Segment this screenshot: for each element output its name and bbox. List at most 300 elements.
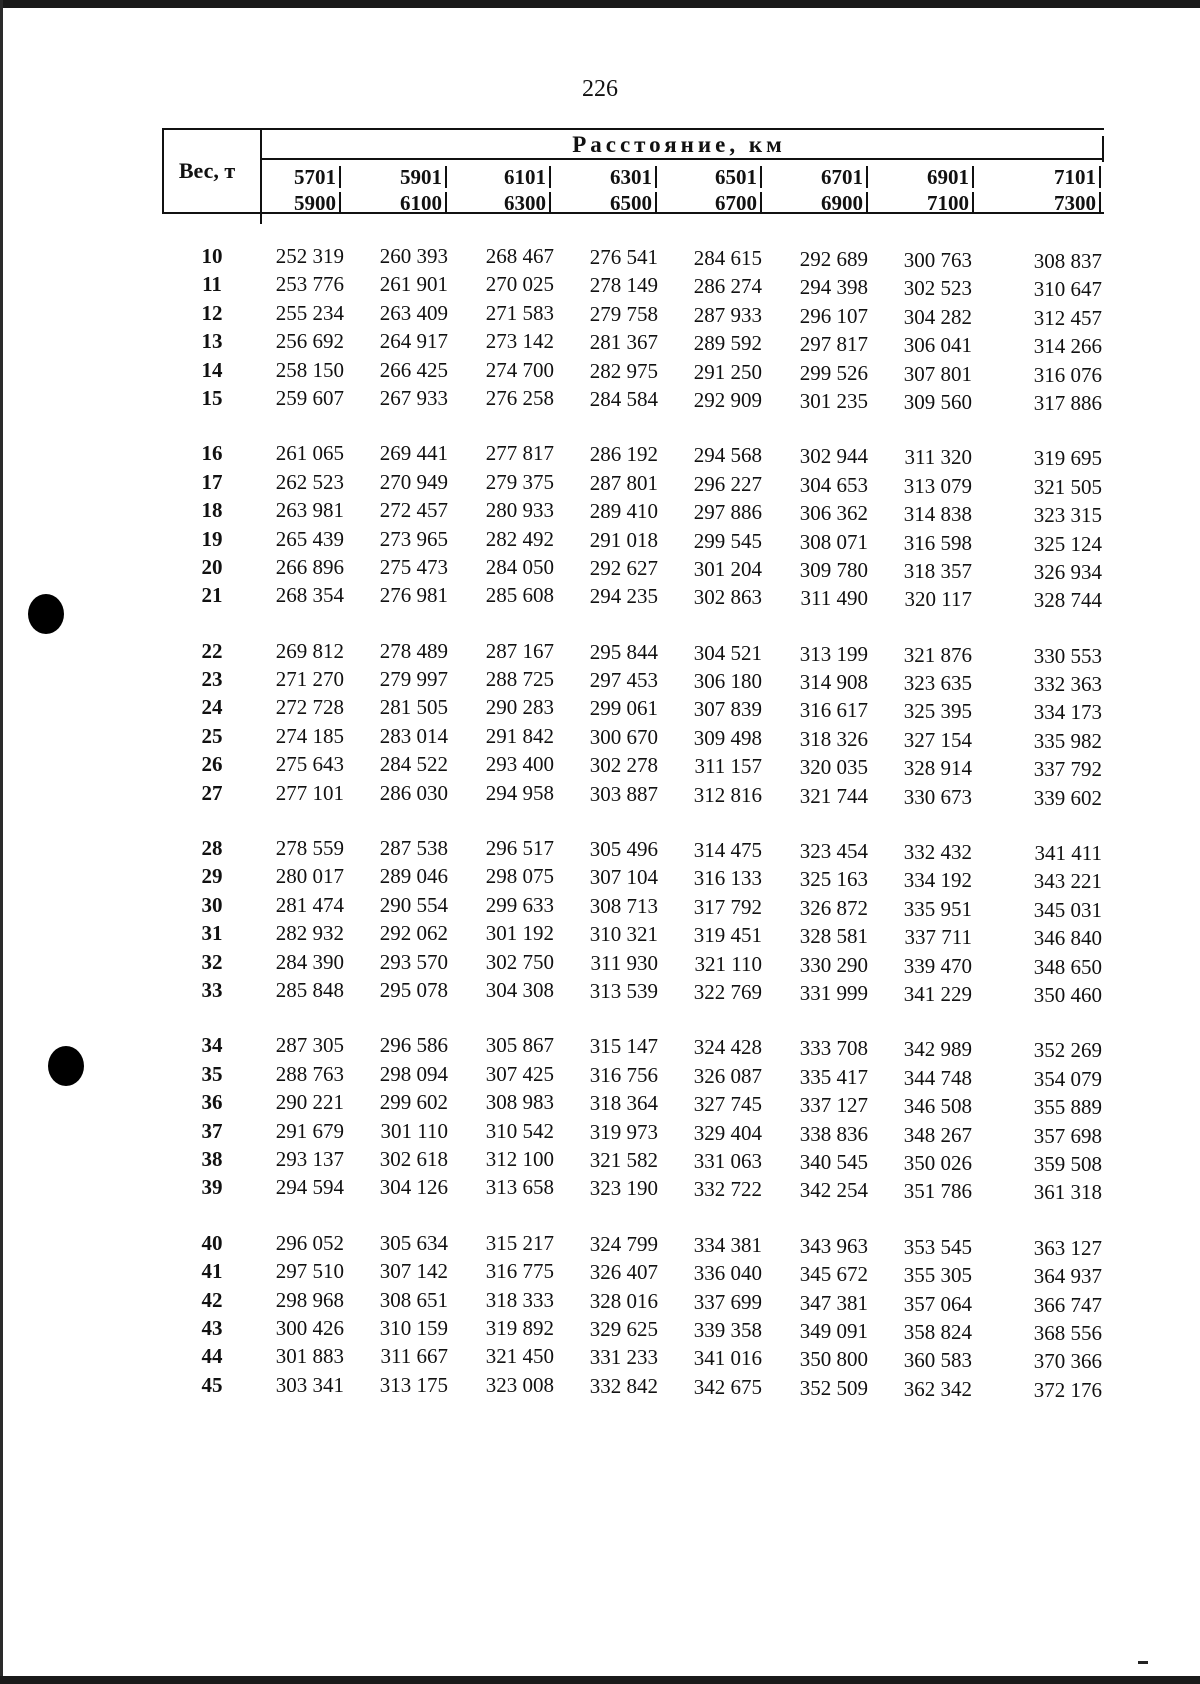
weight-cell: 33	[201, 977, 223, 1002]
price-cell: 331 999	[799, 980, 868, 1005]
price-cell: 310 542	[485, 1118, 554, 1143]
stray-mark	[1138, 1661, 1148, 1664]
price-cell: 285 608	[485, 583, 554, 608]
price-cell: 256 692	[275, 329, 344, 354]
price-cell: 274 700	[485, 357, 554, 382]
price-cell: 305 867	[485, 1033, 554, 1058]
table-row	[162, 978, 1104, 1006]
price-cell: 311 490	[800, 586, 868, 611]
price-cell: 345 672	[799, 1262, 868, 1287]
row-group	[162, 1231, 1104, 1401]
price-cell: 336 040	[693, 1261, 762, 1286]
price-cell: 306 180	[693, 669, 762, 694]
price-cell: 308 713	[589, 893, 658, 918]
weight-cell: 38	[201, 1146, 223, 1171]
price-cell: 303 341	[275, 1372, 344, 1397]
price-cell: 315 217	[485, 1230, 554, 1255]
price-cell: 320 117	[904, 587, 972, 612]
price-cell: 290 554	[379, 892, 448, 917]
price-cell: 286 192	[589, 442, 658, 467]
price-cell: 361 318	[1033, 1180, 1102, 1205]
price-cell: 269 812	[275, 638, 344, 663]
price-cell: 333 708	[799, 1036, 868, 1061]
price-cell: 292 909	[693, 387, 762, 412]
distance-range-from-3: 6101	[488, 166, 551, 188]
price-cell: 330 553	[1033, 643, 1102, 668]
price-cell: 299 602	[379, 1090, 448, 1115]
price-cell: 268 354	[275, 583, 344, 608]
price-cell: 323 315	[1033, 503, 1102, 528]
price-cell: 354 079	[1033, 1066, 1102, 1091]
price-cell: 300 763	[903, 248, 972, 272]
price-cell: 342 254	[799, 1178, 868, 1203]
price-cell: 299 061	[589, 696, 658, 721]
weight-cell: 42	[201, 1287, 223, 1312]
price-cell: 313 539	[589, 978, 658, 1003]
price-cell: 299 633	[485, 892, 554, 917]
price-cell: 278 489	[379, 638, 448, 663]
price-cell: 325 163	[799, 867, 868, 892]
price-cell: 319 892	[485, 1315, 554, 1340]
price-cell: 372 176	[1033, 1377, 1102, 1402]
price-cell: 260 393	[379, 244, 448, 268]
price-cell: 282 975	[589, 358, 658, 383]
distance-range-to-3: 6300	[488, 192, 551, 214]
price-cell: 296 586	[379, 1033, 448, 1058]
price-cell: 262 523	[275, 469, 344, 494]
price-cell: 304 521	[693, 640, 762, 665]
price-cell: 270 949	[379, 469, 448, 494]
price-cell: 347 381	[799, 1290, 868, 1315]
price-cell: 311 157	[694, 754, 762, 779]
price-cell: 291 250	[693, 359, 762, 384]
table-row	[162, 836, 1104, 864]
weight-cell: 31	[201, 921, 223, 946]
price-cell: 279 997	[379, 667, 448, 692]
weight-cell: 43	[201, 1315, 223, 1340]
price-cell: 298 094	[379, 1061, 448, 1086]
price-cell: 329 625	[589, 1316, 658, 1341]
price-cell: 332 363	[1033, 672, 1102, 697]
price-cell: 271 583	[485, 300, 554, 325]
price-cell: 292 689	[799, 247, 868, 271]
price-cell: 296 517	[485, 836, 554, 861]
price-cell: 308 651	[379, 1287, 448, 1312]
price-cell: 297 453	[589, 668, 658, 693]
price-cell: 368 556	[1033, 1320, 1102, 1345]
table-row	[162, 1175, 1104, 1203]
price-cell: 281 505	[379, 695, 448, 720]
price-cell: 370 366	[1033, 1349, 1102, 1374]
price-cell: 276 981	[379, 583, 448, 608]
scan-border-left	[0, 0, 3, 1684]
price-cell: 323 454	[799, 839, 868, 864]
price-cell: 337 711	[904, 925, 972, 950]
price-cell: 358 824	[903, 1319, 972, 1344]
price-cell: 326 407	[589, 1260, 658, 1285]
table-row	[162, 1090, 1104, 1118]
price-cell: 306 041	[903, 333, 972, 358]
price-cell: 316 598	[903, 530, 972, 555]
price-cell: 287 305	[275, 1033, 344, 1058]
price-cell: 294 958	[485, 780, 554, 805]
price-cell: 345 031	[1033, 897, 1102, 922]
table-row	[162, 498, 1104, 526]
price-cell: 360 583	[903, 1348, 972, 1373]
price-cell: 290 283	[485, 695, 554, 720]
price-cell: 299 545	[693, 528, 762, 553]
table-row	[162, 386, 1104, 414]
price-cell: 363 127	[1033, 1235, 1102, 1260]
weight-cell: 14	[201, 357, 223, 382]
table-row	[162, 358, 1104, 386]
price-cell: 264 917	[379, 329, 448, 354]
price-cell: 287 933	[693, 302, 762, 327]
price-cell: 271 270	[275, 667, 344, 692]
price-cell: 261 065	[275, 441, 344, 466]
price-cell: 293 137	[275, 1146, 344, 1171]
weight-cell: 40	[201, 1230, 223, 1255]
price-cell: 287 801	[589, 470, 658, 495]
distance-range-from-7: 6901	[911, 166, 974, 188]
price-cell: 328 016	[589, 1288, 658, 1313]
table-row	[162, 921, 1104, 949]
price-cell: 321 744	[799, 783, 868, 808]
price-cell: 284 050	[485, 554, 554, 579]
price-cell: 323 008	[485, 1372, 554, 1397]
price-cell: 328 581	[799, 924, 868, 949]
price-cell: 277 101	[275, 780, 344, 805]
price-cell: 339 470	[903, 953, 972, 978]
tariff-table-body	[162, 244, 1104, 1428]
price-cell: 314 908	[799, 670, 868, 695]
price-cell: 341 016	[693, 1346, 762, 1371]
price-cell: 319 695	[1033, 446, 1102, 471]
price-cell: 301 883	[275, 1344, 344, 1369]
price-cell: 346 508	[903, 1094, 972, 1119]
table-row	[162, 301, 1104, 329]
price-cell: 278 149	[589, 273, 658, 298]
price-cell: 274 185	[275, 723, 344, 748]
price-cell: 339 602	[1033, 785, 1102, 810]
price-cell: 272 457	[379, 498, 448, 523]
price-cell: 366 747	[1033, 1292, 1102, 1317]
table-row	[162, 781, 1104, 809]
price-cell: 324 799	[589, 1231, 658, 1256]
weight-cell: 24	[201, 695, 223, 720]
price-cell: 291 679	[275, 1118, 344, 1143]
price-cell: 280 933	[485, 498, 554, 523]
price-cell: 273 965	[379, 526, 448, 551]
distance-range-from-6: 6701	[805, 166, 868, 188]
price-cell: 327 745	[693, 1092, 762, 1117]
weight-cell: 22	[201, 638, 223, 663]
row-group	[162, 244, 1104, 414]
price-cell: 293 570	[379, 949, 448, 974]
price-cell: 350 460	[1033, 982, 1102, 1007]
price-cell: 266 896	[275, 554, 344, 579]
price-cell: 325 395	[903, 699, 972, 724]
price-cell: 305 496	[589, 837, 658, 862]
table-row	[162, 470, 1104, 498]
price-cell: 321 582	[589, 1147, 658, 1172]
price-cell: 276 541	[589, 245, 658, 269]
scan-border-bottom	[0, 1676, 1200, 1684]
weight-column-header: Вес, т	[178, 158, 236, 183]
row-group	[162, 639, 1104, 809]
price-cell: 319 973	[589, 1119, 658, 1144]
price-cell: 294 594	[275, 1175, 344, 1200]
price-cell: 306 362	[799, 501, 868, 526]
price-cell: 346 840	[1033, 926, 1102, 951]
price-cell: 289 410	[589, 499, 658, 524]
price-cell: 302 750	[485, 949, 554, 974]
weight-cell: 28	[201, 836, 223, 861]
price-cell: 304 282	[903, 304, 972, 329]
price-cell: 269 441	[379, 441, 448, 466]
price-cell: 272 728	[275, 695, 344, 720]
price-cell: 308 071	[799, 529, 868, 554]
weight-cell: 26	[201, 752, 223, 777]
price-cell: 318 357	[903, 558, 972, 583]
price-cell: 283 014	[379, 723, 448, 748]
price-cell: 344 748	[903, 1065, 972, 1090]
table-row	[162, 1147, 1104, 1175]
price-cell: 326 087	[693, 1063, 762, 1088]
table-row	[162, 864, 1104, 892]
price-cell: 316 775	[485, 1259, 554, 1284]
weight-cell: 20	[201, 554, 223, 579]
price-cell: 341 411	[1034, 841, 1102, 866]
price-cell: 286 274	[693, 274, 762, 299]
price-cell: 275 473	[379, 554, 448, 579]
price-cell: 335 951	[903, 896, 972, 921]
distance-range-from-2: 5901	[384, 166, 447, 188]
price-cell: 312 457	[1033, 305, 1102, 330]
weight-cell: 16	[201, 441, 223, 466]
price-cell: 295 844	[589, 639, 658, 664]
price-cell: 263 981	[275, 498, 344, 523]
price-cell: 291 018	[589, 527, 658, 552]
distance-range-to-2: 6100	[384, 192, 447, 214]
weight-cell: 17	[201, 469, 223, 494]
price-cell: 318 326	[799, 726, 868, 751]
price-cell: 335 417	[799, 1064, 868, 1089]
weight-cell: 15	[201, 385, 223, 410]
price-cell: 351 786	[903, 1179, 972, 1204]
price-cell: 312 100	[485, 1146, 554, 1171]
price-cell: 350 800	[799, 1347, 868, 1372]
price-cell: 301 235	[799, 388, 868, 413]
distance-range-to-4: 6500	[594, 192, 657, 214]
price-cell: 339 358	[693, 1317, 762, 1342]
table-row	[162, 527, 1104, 555]
price-cell: 309 498	[693, 725, 762, 750]
table-row	[162, 752, 1104, 780]
price-cell: 275 643	[275, 752, 344, 777]
price-cell: 301 192	[485, 921, 554, 946]
price-cell: 355 889	[1033, 1095, 1102, 1120]
price-cell: 279 758	[589, 301, 658, 326]
weight-cell: 32	[201, 949, 223, 974]
price-cell: 313 175	[379, 1372, 448, 1397]
punch-hole-upper	[28, 594, 64, 634]
price-cell: 337 792	[1033, 757, 1102, 782]
price-cell: 326 872	[799, 895, 868, 920]
weight-cell: 21	[201, 583, 223, 608]
price-cell: 332 842	[589, 1373, 658, 1398]
price-cell: 338 836	[799, 1121, 868, 1146]
price-cell: 281 367	[589, 330, 658, 355]
price-cell: 267 933	[379, 385, 448, 410]
price-cell: 308 983	[485, 1090, 554, 1115]
price-cell: 305 634	[379, 1230, 448, 1255]
price-cell: 337 699	[693, 1289, 762, 1314]
price-cell: 364 937	[1033, 1264, 1102, 1289]
row-group	[162, 441, 1104, 611]
price-cell: 291 842	[485, 723, 554, 748]
price-cell: 316 076	[1033, 362, 1102, 387]
price-cell: 330 290	[799, 952, 868, 977]
price-cell: 259 607	[275, 385, 344, 410]
price-cell: 353 545	[903, 1234, 972, 1259]
price-cell: 278 559	[275, 836, 344, 861]
price-cell: 340 545	[799, 1149, 868, 1174]
price-cell: 307 425	[485, 1061, 554, 1086]
table-row	[162, 639, 1104, 667]
table-row	[162, 1231, 1104, 1259]
price-cell: 294 568	[693, 443, 762, 468]
weight-cell: 37	[201, 1118, 223, 1143]
weight-cell: 30	[201, 892, 223, 917]
table-row	[162, 1316, 1104, 1344]
price-cell: 285 848	[275, 977, 344, 1002]
price-cell: 290 221	[275, 1090, 344, 1115]
distance-range-from-5: 6501	[699, 166, 762, 188]
weight-cell: 12	[201, 300, 223, 325]
price-cell: 302 863	[693, 585, 762, 610]
price-cell: 301 204	[693, 556, 762, 581]
price-cell: 323 635	[903, 671, 972, 696]
price-cell: 286 030	[379, 780, 448, 805]
price-cell: 298 075	[485, 864, 554, 889]
price-cell: 322 769	[693, 979, 762, 1004]
price-cell: 303 887	[589, 781, 658, 806]
price-cell: 313 199	[799, 641, 868, 666]
price-cell: 331 063	[693, 1148, 762, 1173]
price-cell: 287 538	[379, 836, 448, 861]
distance-range-from-4: 6301	[594, 166, 657, 188]
price-cell: 315 147	[589, 1034, 658, 1059]
page-number: 226	[582, 76, 618, 102]
price-cell: 310 647	[1033, 277, 1102, 302]
price-cell: 316 617	[799, 698, 868, 723]
table-row	[162, 583, 1104, 611]
table-row	[162, 1288, 1104, 1316]
weight-cell: 34	[201, 1033, 223, 1058]
price-cell: 335 982	[1033, 728, 1102, 753]
price-cell: 282 932	[275, 921, 344, 946]
table-row	[162, 441, 1104, 469]
price-cell: 279 375	[485, 469, 554, 494]
weight-cell: 11	[202, 272, 222, 297]
price-cell: 357 064	[903, 1291, 972, 1316]
price-cell: 328 914	[903, 756, 972, 781]
weight-cell: 36	[201, 1090, 223, 1115]
table-row	[162, 1373, 1104, 1401]
price-cell: 321 450	[485, 1344, 554, 1369]
price-cell: 298 968	[275, 1287, 344, 1312]
price-cell: 343 221	[1033, 869, 1102, 894]
price-cell: 317 886	[1033, 390, 1102, 415]
weight-cell: 29	[201, 864, 223, 889]
price-cell: 309 780	[799, 557, 868, 582]
table-row	[162, 1344, 1104, 1372]
price-cell: 293 400	[485, 752, 554, 777]
distance-range-from-8: 7101	[1038, 166, 1101, 188]
price-cell: 332 432	[903, 840, 972, 865]
price-cell: 268 467	[485, 244, 554, 268]
price-cell: 302 278	[589, 753, 658, 778]
price-cell: 330 673	[903, 784, 972, 809]
price-cell: 325 124	[1033, 531, 1102, 556]
table-header	[162, 128, 1104, 214]
price-cell: 266 425	[379, 357, 448, 382]
price-cell: 316 133	[693, 866, 762, 891]
price-cell: 304 126	[379, 1175, 448, 1200]
price-cell: 292 627	[589, 555, 658, 580]
distance-group-header: Расстояние, км	[572, 132, 786, 157]
weight-cell: 41	[201, 1259, 223, 1284]
price-cell: 292 062	[379, 921, 448, 946]
price-cell: 289 046	[379, 864, 448, 889]
price-cell: 357 698	[1033, 1123, 1102, 1148]
price-cell: 288 725	[485, 667, 554, 692]
price-cell: 362 342	[903, 1376, 972, 1401]
weight-cell: 27	[201, 780, 223, 805]
price-cell: 253 776	[275, 272, 344, 297]
distance-range-to-7: 7100	[911, 192, 974, 214]
price-cell: 324 428	[693, 1035, 762, 1060]
weight-cell: 23	[201, 667, 223, 692]
price-cell: 313 079	[903, 473, 972, 498]
price-cell: 323 190	[589, 1176, 658, 1201]
price-cell: 320 035	[799, 755, 868, 780]
price-cell: 348 650	[1033, 954, 1102, 979]
price-cell: 282 492	[485, 526, 554, 551]
price-cell: 343 963	[799, 1233, 868, 1258]
table-row	[162, 329, 1104, 357]
price-cell: 300 426	[275, 1315, 344, 1340]
price-cell: 281 474	[275, 892, 344, 917]
table-row	[162, 695, 1104, 723]
price-cell: 331 233	[589, 1345, 658, 1370]
price-cell: 301 110	[380, 1118, 448, 1143]
price-cell: 311 930	[590, 950, 658, 975]
price-cell: 280 017	[275, 864, 344, 889]
price-cell: 359 508	[1033, 1151, 1102, 1176]
price-cell: 299 526	[799, 360, 868, 385]
weight-cell: 44	[201, 1344, 223, 1369]
price-cell: 284 522	[379, 752, 448, 777]
price-cell: 297 817	[799, 332, 868, 357]
table-row	[162, 272, 1104, 300]
price-cell: 352 269	[1033, 1038, 1102, 1063]
price-cell: 302 618	[379, 1146, 448, 1171]
price-cell: 304 308	[485, 977, 554, 1002]
weight-cell: 19	[201, 526, 223, 551]
price-cell: 310 159	[379, 1315, 448, 1340]
